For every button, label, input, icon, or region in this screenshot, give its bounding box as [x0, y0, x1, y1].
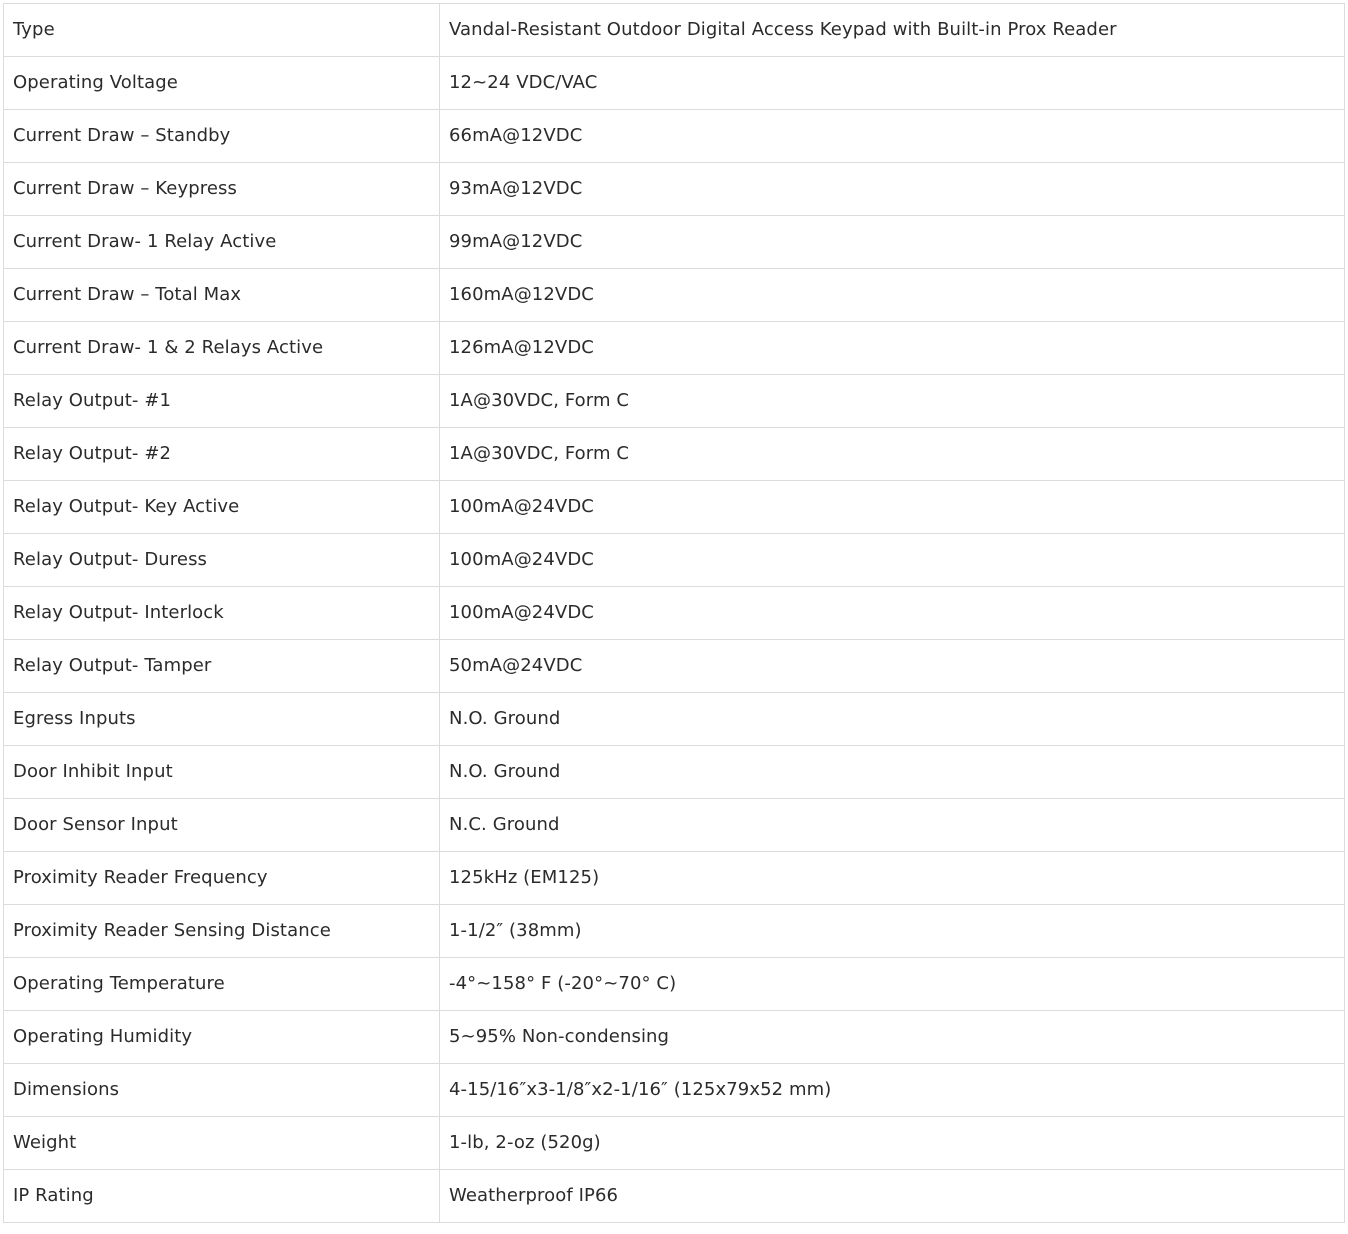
spec-label: Door Inhibit Input	[4, 746, 440, 799]
spec-label: Relay Output- Key Active	[4, 481, 440, 534]
spec-value: 5~95% Non-condensing	[440, 1011, 1345, 1064]
spec-value: Vandal-Resistant Outdoor Digital Access Keypad with Built-in Prox Reader	[440, 4, 1345, 57]
spec-label: Egress Inputs	[4, 693, 440, 746]
table-row	[4, 534, 1345, 587]
table-row	[4, 216, 1345, 269]
table-row	[4, 375, 1345, 428]
table-row	[4, 1117, 1345, 1170]
spec-value: 100mA@24VDC	[440, 481, 1345, 534]
table-row	[4, 322, 1345, 375]
spec-value: 1A@30VDC, Form C	[440, 375, 1345, 428]
table-row	[4, 481, 1345, 534]
spec-label: Weight	[4, 1117, 440, 1170]
spec-label: Current Draw- 1 Relay Active	[4, 216, 440, 269]
spec-label: Current Draw- 1 & 2 Relays Active	[4, 322, 440, 375]
spec-label: Dimensions	[4, 1064, 440, 1117]
spec-label: Relay Output- Tamper	[4, 640, 440, 693]
spec-label: Operating Temperature	[4, 958, 440, 1011]
spec-value: Weatherproof IP66	[440, 1170, 1345, 1223]
spec-value: 4-15/16″x3-1/8″x2-1/16″ (125x79x52 mm)	[440, 1064, 1345, 1117]
spec-value: 1-1/2″ (38mm)	[440, 905, 1345, 958]
spec-value: 1A@30VDC, Form C	[440, 428, 1345, 481]
spec-value: 93mA@12VDC	[440, 163, 1345, 216]
table-row	[4, 852, 1345, 905]
spec-label: Operating Voltage	[4, 57, 440, 110]
table-row	[4, 269, 1345, 322]
spec-label: Proximity Reader Frequency	[4, 852, 440, 905]
spec-label: Type	[4, 4, 440, 57]
spec-value: 12~24 VDC/VAC	[440, 57, 1345, 110]
spec-table-body	[4, 4, 1345, 1223]
table-row	[4, 1011, 1345, 1064]
spec-label: Current Draw – Standby	[4, 110, 440, 163]
table-row	[4, 1064, 1345, 1117]
spec-label: Current Draw – Keypress	[4, 163, 440, 216]
table-row	[4, 958, 1345, 1011]
spec-value: N.C. Ground	[440, 799, 1345, 852]
spec-label: IP Rating	[4, 1170, 440, 1223]
table-row	[4, 4, 1345, 57]
table-row	[4, 640, 1345, 693]
table-row	[4, 110, 1345, 163]
table-row	[4, 746, 1345, 799]
spec-value: 126mA@12VDC	[440, 322, 1345, 375]
spec-value: 100mA@24VDC	[440, 587, 1345, 640]
spec-value: 50mA@24VDC	[440, 640, 1345, 693]
table-row	[4, 57, 1345, 110]
spec-value: 160mA@12VDC	[440, 269, 1345, 322]
spec-value: 1-lb, 2-oz (520g)	[440, 1117, 1345, 1170]
spec-label: Door Sensor Input	[4, 799, 440, 852]
spec-value: N.O. Ground	[440, 693, 1345, 746]
spec-label: Proximity Reader Sensing Distance	[4, 905, 440, 958]
table-row	[4, 1170, 1345, 1223]
spec-label: Relay Output- #1	[4, 375, 440, 428]
table-row	[4, 693, 1345, 746]
spec-value: 99mA@12VDC	[440, 216, 1345, 269]
spec-label: Operating Humidity	[4, 1011, 440, 1064]
table-row	[4, 799, 1345, 852]
spec-value: 125kHz (EM125)	[440, 852, 1345, 905]
spec-label: Relay Output- Duress	[4, 534, 440, 587]
spec-table	[3, 3, 1345, 1223]
spec-label: Relay Output- #2	[4, 428, 440, 481]
spec-value: 100mA@24VDC	[440, 534, 1345, 587]
table-row	[4, 905, 1345, 958]
spec-value: -4°~158° F (-20°~70° C)	[440, 958, 1345, 1011]
table-row	[4, 163, 1345, 216]
spec-label: Relay Output- Interlock	[4, 587, 440, 640]
spec-value: 66mA@12VDC	[440, 110, 1345, 163]
spec-value: N.O. Ground	[440, 746, 1345, 799]
table-row	[4, 587, 1345, 640]
spec-label: Current Draw – Total Max	[4, 269, 440, 322]
table-row	[4, 428, 1345, 481]
